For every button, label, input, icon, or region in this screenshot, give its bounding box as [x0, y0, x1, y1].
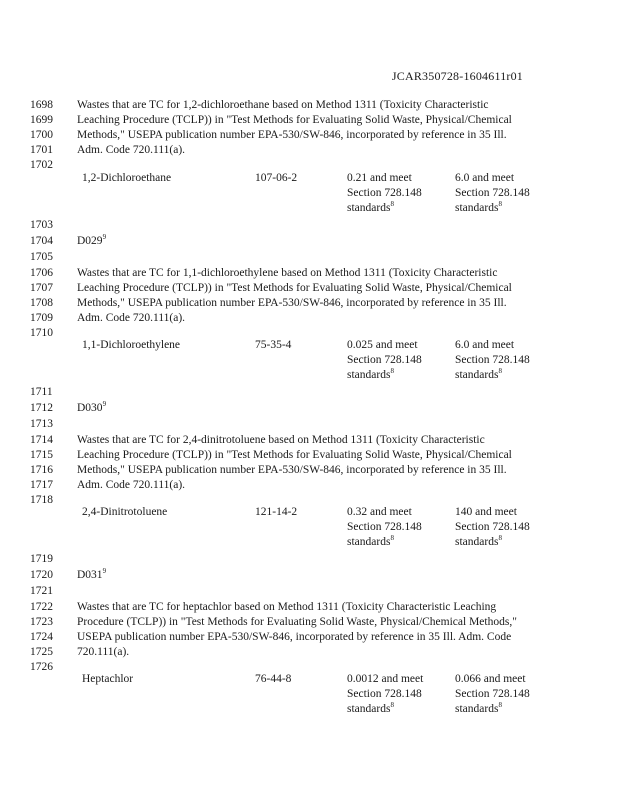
nonwastewater-standard: 6.0 and meet Section 728.148 standards$^8$ — [455, 172, 530, 214]
wastewater-standard: 0.025 and meet Section 728.148 standards$^8$ — [347, 339, 422, 381]
cas-number: 121-14-2 — [255, 506, 298, 518]
paragraph-line: Wastes that are TC for heptachlor based on Method 1311 (Toxicity Characteristic Leaching — [77, 601, 497, 613]
line-number: 1703 — [30, 219, 53, 231]
line-number: 1701 — [30, 144, 53, 156]
line-number: 1717 — [30, 479, 53, 491]
waste-code: $D030^9$ — [77, 400, 107, 414]
constituent-name: 1,2-Dichloroethane — [82, 172, 172, 184]
footnote-ref: 8 — [498, 701, 502, 710]
paragraph-line: Procedure (TCLP)) in "Test Methods for Evaluating Solid Waste, Physical/Chemical Methods," — [77, 616, 517, 628]
footnote-ref: 8 — [390, 701, 394, 710]
paragraph-line: Leaching Procedure (TCLP)) in "Test Methods for Evaluating Solid Waste, Physical/Chemical — [77, 282, 512, 294]
document-id: JCAR350728-1604611r01 — [391, 69, 523, 83]
table-row — [0, 505, 621, 550]
line-number: 1718 — [30, 494, 53, 506]
waste-code: $D029^9$ — [77, 233, 107, 247]
line-number: 1708 — [30, 297, 53, 309]
paragraph-line: USEPA publication number EPA-530/SW-846, incorporated by reference in 35 Ill. Adm. Code — [77, 631, 512, 643]
constituent-name: 2,4-Dinitrotoluene — [82, 506, 168, 518]
line-number: 1716 — [30, 464, 53, 476]
table-row — [0, 171, 621, 216]
cas-number: 76-44-8 — [255, 673, 292, 685]
footnote-ref: 8 — [390, 534, 394, 543]
line-number: 1721 — [30, 585, 53, 597]
paragraph-line: Methods," USEPA publication number EPA-530/SW-846, incorporated by reference in 35 Ill. — [77, 297, 507, 309]
paragraph-line: Wastes that are TC for 1,1-dichloroethylene based on Method 1311 (Toxicity Characteristic — [77, 267, 498, 279]
table-row — [0, 338, 621, 383]
nonwastewater-standard: 140 and meet Section 728.148 standards$^8$ — [455, 506, 530, 548]
paragraph-line: Adm. Code 720.111(a). — [77, 312, 186, 324]
footnote-ref: 8 — [498, 200, 502, 209]
footnote-ref: 8 — [390, 200, 394, 209]
table-row — [0, 672, 621, 717]
footnote-ref: 9 — [102, 400, 107, 409]
line-number: 1725 — [30, 646, 53, 658]
line-number: 1722 — [30, 601, 53, 613]
paragraph-line: Methods," USEPA publication number EPA-530/SW-846, incorporated by reference in 35 Ill. — [77, 464, 507, 476]
line-number: 1710 — [30, 327, 53, 339]
cas-number: 75-35-4 — [255, 339, 292, 351]
line-number: 1724 — [30, 631, 53, 643]
line-number: 1711 — [30, 386, 53, 398]
line-number: 1699 — [30, 114, 53, 126]
line-number: 1723 — [30, 616, 53, 628]
paragraph-line: Methods," USEPA publication number EPA-530/SW-846, incorporated by reference in 35 Ill. — [77, 129, 507, 141]
nonwastewater-standard: 0.066 and meet Section 728.148 standards$^8$ — [455, 673, 530, 715]
footnote-ref: 8 — [390, 367, 394, 376]
line-number: 1726 — [30, 661, 53, 673]
line-number: 1715 — [30, 449, 53, 461]
line-number: 1714 — [30, 434, 53, 446]
footnote-ref: 8 — [498, 367, 502, 376]
paragraph-line: Wastes that are TC for 2,4-dinitrotoluene based on Method 1311 (Toxicity Characteristic — [77, 434, 485, 446]
paragraph-line: 720.111(a). — [77, 646, 130, 658]
paragraph-line: Leaching Procedure (TCLP)) in "Test Methods for Evaluating Solid Waste, Physical/Chemical — [77, 114, 512, 126]
line-number: 1706 — [30, 267, 53, 279]
footnote-ref: 9 — [102, 567, 107, 576]
line-number: 1720 — [30, 569, 53, 581]
paragraph-line: Wastes that are TC for 1,2-dichloroethane based on Method 1311 (Toxicity Characteristic — [77, 99, 489, 111]
line-number: 1709 — [30, 312, 53, 324]
waste-code: $D031^9$ — [77, 567, 107, 581]
footnote-ref: 8 — [498, 534, 502, 543]
line-number: 1712 — [30, 402, 53, 414]
wastewater-standard: 0.0012 and meet Section 728.148 standards$^8$ — [347, 673, 424, 715]
paragraph-line: Leaching Procedure (TCLP)) in "Test Methods for Evaluating Solid Waste, Physical/Chemical — [77, 449, 512, 461]
footnote-ref: 9 — [102, 233, 107, 242]
paragraph-line: Adm. Code 720.111(a). — [77, 144, 186, 156]
wastewater-standard: 0.21 and meet Section 728.148 standards$^8$ — [347, 172, 422, 214]
line-number: 1702 — [30, 159, 53, 171]
line-number: 1707 — [30, 282, 53, 294]
paragraph-line: Adm. Code 720.111(a). — [77, 479, 186, 491]
cas-number: 107-06-2 — [255, 172, 298, 184]
line-number: 1713 — [30, 418, 53, 430]
line-number: 1700 — [30, 129, 53, 141]
line-number: 1719 — [30, 553, 53, 565]
constituent-name: 1,1-Dichloroethylene — [82, 339, 181, 351]
constituent-name: Heptachlor — [82, 673, 134, 685]
line-number: 1704 — [30, 235, 53, 247]
line-number: 1705 — [30, 251, 53, 263]
line-number: 1698 — [30, 99, 53, 111]
nonwastewater-standard: 6.0 and meet Section 728.148 standards$^8$ — [455, 339, 530, 381]
wastewater-standard: 0.32 and meet Section 728.148 standards$^8$ — [347, 506, 422, 548]
